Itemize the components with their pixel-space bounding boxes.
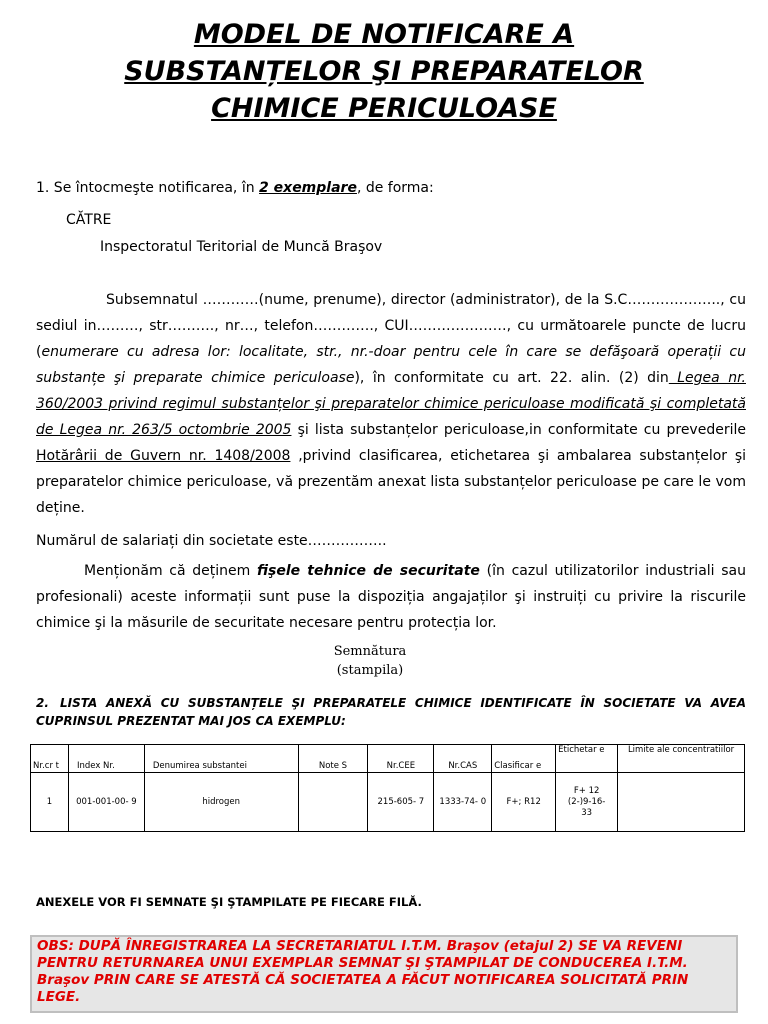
table-header-cell: Nr.CAS (434, 745, 492, 773)
table-header-row (31, 745, 745, 773)
table-header-cell: Nr.cr t (31, 745, 69, 773)
section-2-title: LISTA ANEXĂ CU SUBSTANȚELE ŞI PREPARATELE CHIMICE IDENTIFICATE ÎN SOCIETATE VA AVEA CUPRINSUL PREZENTAT MAI JOS CA EXEMPLU: (36, 696, 746, 728)
work-points-note: enumerare cu adresa lor: localitate, str., nr.-doar pentru cele în care se defăşoară operații cu substanțe şi preparate chimice periculoase (36, 344, 746, 386)
safety-sheets-emphasis: fişele tehnice de securitate (257, 563, 480, 579)
mention-text-2: (în cazul utilizatorilor industriali sau profesionali) aceste informații sunt puse la dispoziția angajaților şi instruiți cu privire la riscurile chimice şi la măsurile de securitate necesare pentru protecția lor. (36, 563, 747, 631)
document-title (60, 16, 708, 127)
copies-emphasis: 2 exemplare (259, 180, 357, 196)
mention-text: Menționăm că deținem (84, 563, 258, 579)
title-line-2: SUBSTANȚELOR ŞI PREPARATELOR (124, 56, 644, 87)
title-line-3: CHIMICE PERICULOASE (211, 93, 557, 124)
declaration-text-4: ,privind clasificarea, etichetarea şi ambalarea substanțelor şi preparatelor chimice periculoase, vă prezentăm anexat lista substanțelor periculoase pe care le vom deține. (36, 448, 747, 516)
addressee: Inspectoratul Teritorial de Muncă Braşov (100, 239, 383, 255)
annex-signature-note: ANEXELE VOR FI SEMNATE ŞI ŞTAMPILATE PE FIECARE FILĂ. (36, 895, 422, 909)
intro-line (36, 175, 434, 201)
stamp-label: (stampila) (336, 663, 404, 678)
table-row (31, 773, 745, 832)
section-2-heading (36, 694, 746, 730)
declaration-text-3: şi lista substanțelor periculoase,in conformitate cu prevederile (291, 422, 746, 438)
table-header-cell: Limite ale concentratiilor (618, 745, 745, 773)
intro-text: 1. Se întocmeşte notificarea, în (36, 180, 260, 196)
safety-sheets-paragraph (36, 558, 746, 636)
table-cell: 1 (31, 773, 69, 832)
table-header-cell: Index Nr. (68, 745, 144, 773)
employees-line: Numărul de salariați din societate este…………….. (36, 533, 387, 549)
table-header-cell: Denumirea substantei (144, 745, 298, 773)
table-cell (618, 773, 745, 832)
table-cell: F+ 12 (2-)9-16- 33 (556, 773, 618, 832)
declaration-paragraph (36, 287, 746, 521)
government-decision-reference: Hotărârii de Guvern nr. 1408/2008 (36, 448, 291, 464)
table-cell (298, 773, 368, 832)
section-2-number: 2. (36, 696, 49, 710)
table-header-cell: Nr.CEE (368, 745, 434, 773)
table-header-cell: Etichetar e (556, 745, 618, 773)
table-header-cell: Clasificar e (492, 745, 556, 773)
intro-text-end: , de forma: (356, 180, 434, 196)
declaration-text-2: ), în conformitate cu art. 22. alin. (2) din (354, 370, 669, 386)
substances-table (30, 744, 745, 832)
table-cell: 001-001-00- 9 (68, 773, 144, 832)
signature-label: Semnătura (333, 644, 407, 659)
table-header-cell: Note S (298, 745, 368, 773)
declaration-text: Subsemnatul …………(nume, prenume), director (administrator), de la S.C……………….., cu sediul in………, str………., nr…, telefon…………., CUI…………………, cu următoarele puncte de lucru ( (36, 292, 746, 360)
table-cell: F+; R12 (492, 773, 556, 832)
observation-box: OBS: DUPĂ ÎNREGISTRAREA LA SECRETARIATUL I.T.M. Braşov (etajul 2) SE VA REVENI PENTRU RETURNAREA UNUI EXEMPLAR SEMNAT ŞI ŞTAMPILAT DE CONDUCEREA I.T.M. Braşov PRIN CARE SE ATESTĂ CĂ SOCIETATEA A FĂCUT NOTIFICAREA SOLICITATĂ PRIN LEGE. (30, 935, 738, 1013)
table-cell: hidrogen (144, 773, 298, 832)
table-cell: 1333-74- 0 (434, 773, 492, 832)
signature-block (300, 642, 440, 680)
table-cell: 215-605- 7 (368, 773, 434, 832)
recipient-label: CĂTRE (66, 212, 112, 228)
law-reference: Legea nr. 360/2003 privind regimul substanțelor şi preparatelor chimice periculoase modificată şi completată de Legea nr. 263/5 octombrie 2005 (36, 370, 746, 438)
title-line-1: MODEL DE NOTIFICARE A (193, 19, 575, 50)
